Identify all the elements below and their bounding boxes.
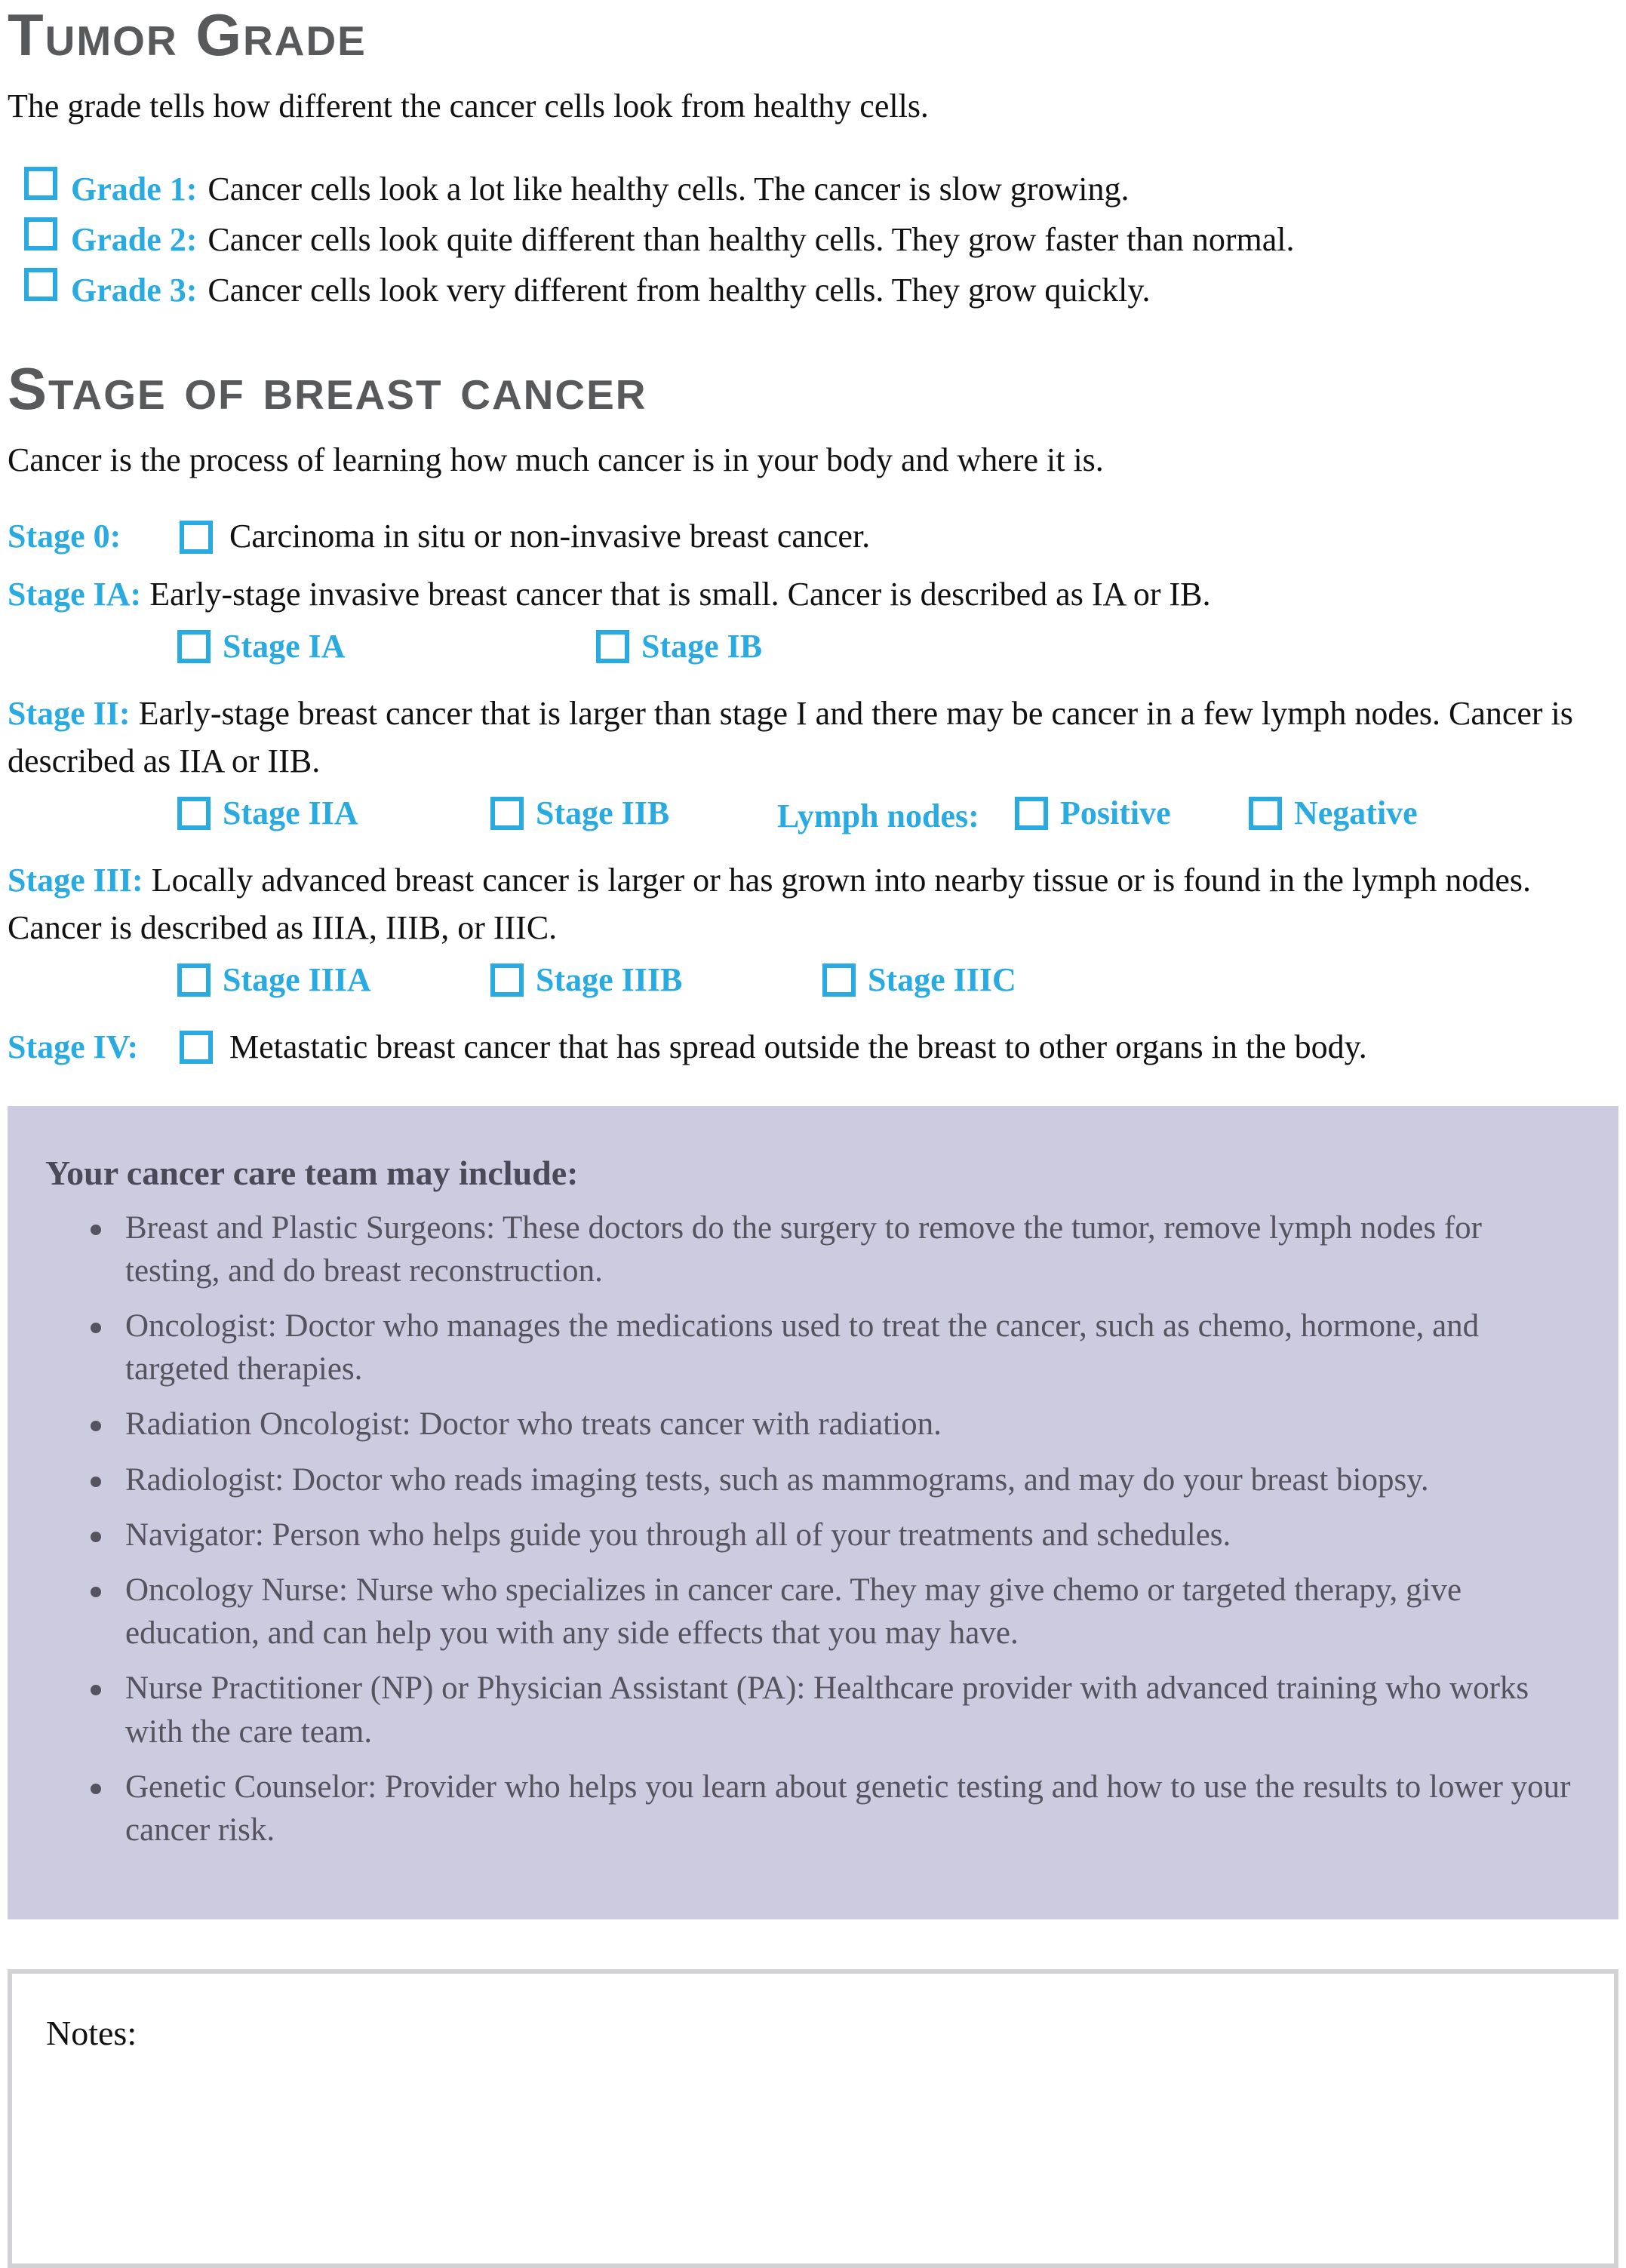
stage-0-row bbox=[8, 513, 1618, 560]
stage-4-text: Metastatic breast cancer that has spread outside the breast to other organs in the body. bbox=[229, 1028, 1367, 1066]
stage-2-row bbox=[8, 690, 1618, 785]
grade-3-checkbox[interactable] bbox=[24, 268, 57, 301]
care-team-item-text: Oncology Nurse: Nurse who specializes in cancer care. They may give chemo or targeted therapy, give education, and can help you with any side effects that you may have. bbox=[125, 1572, 1462, 1652]
grade-3-text: Cancer cells look very different from healthy cells. They grow quickly. bbox=[207, 272, 1151, 309]
stage-block bbox=[8, 513, 1618, 1071]
stage-2-label: Stage II: bbox=[8, 695, 131, 733]
bullet-icon bbox=[91, 1532, 101, 1542]
lymph-negative-checkbox[interactable] bbox=[1249, 797, 1282, 830]
stage-0-text: Carcinoma in situ or non-invasive breast cancer. bbox=[229, 518, 871, 555]
stage-4-label: Stage IV: bbox=[8, 1028, 139, 1066]
grade-1-checkbox[interactable] bbox=[24, 167, 57, 200]
stage-iiia-option bbox=[177, 960, 371, 999]
lymph-positive-checkbox[interactable] bbox=[1015, 797, 1048, 830]
care-team-title: Your cancer care team may include: bbox=[45, 1153, 579, 1192]
lymph-negative-label: Negative bbox=[1294, 794, 1418, 832]
stage-iiic-checkbox[interactable] bbox=[822, 963, 856, 997]
stage-3-options bbox=[8, 960, 1618, 1013]
care-team-item-text: Nurse Practitioner (NP) or Physician Assistant (PA): Healthcare provider with advanced training who works with the care team. bbox=[125, 1670, 1529, 1750]
grade-row-3 bbox=[24, 266, 1618, 315]
grade-2-text: Cancer cells look quite different than healthy cells. They grow faster than normal. bbox=[207, 221, 1295, 259]
grade-2-checkbox[interactable] bbox=[24, 217, 57, 250]
stage-iiia-checkbox[interactable] bbox=[177, 963, 211, 997]
stage-iiib-option bbox=[490, 960, 682, 999]
care-team-item bbox=[91, 1569, 1573, 1655]
stage-ia-label: Stage IA bbox=[223, 628, 346, 665]
stage-intro: Cancer is the process of learning how much cancer is in your body and where it is. bbox=[8, 441, 1104, 478]
care-team-item bbox=[91, 1766, 1573, 1852]
grade-1-label: Grade 1: bbox=[71, 171, 198, 208]
stage-1-text: Early-stage invasive breast cancer that is small. Cancer is described as IA or IB. bbox=[149, 575, 1211, 613]
stage-ib-checkbox[interactable] bbox=[596, 630, 629, 663]
bullet-icon bbox=[91, 1685, 101, 1695]
care-team-item-text: Breast and Plastic Surgeons: These doctors do the surgery to remove the tumor, remove lymph nodes for testing, and do breast reconstruction. bbox=[125, 1209, 1482, 1289]
stage-0-label: Stage 0: bbox=[8, 518, 121, 555]
stage-4-row bbox=[8, 1024, 1618, 1071]
stage-1-label: Stage IA: bbox=[8, 575, 142, 613]
stage-iiia-label: Stage IIIA bbox=[223, 961, 371, 999]
lymph-nodes-label: Lymph nodes: bbox=[777, 797, 979, 835]
tumor-grade-intro: The grade tells how different the cancer cells look from healthy cells. bbox=[8, 87, 929, 124]
stage-iiic-label: Stage IIIC bbox=[868, 961, 1016, 999]
care-team-item-text: Radiologist: Doctor who reads imaging tests, such as mammograms, and may do your breast biopsy. bbox=[125, 1461, 1429, 1498]
bullet-icon bbox=[91, 1421, 101, 1431]
stage-2-options bbox=[8, 794, 1618, 847]
grade-1-text: Cancer cells look a lot like healthy cells. The cancer is slow growing. bbox=[207, 171, 1130, 208]
care-team-item bbox=[91, 1403, 1573, 1446]
stage-1-row bbox=[8, 571, 1618, 618]
lymph-positive-label: Positive bbox=[1060, 794, 1171, 832]
care-team-item bbox=[91, 1667, 1573, 1753]
stage-4-checkbox[interactable] bbox=[180, 1031, 213, 1064]
stage-iiic-option bbox=[822, 960, 1016, 999]
stage-ib-label: Stage IB bbox=[641, 628, 763, 665]
stage-iib-checkbox[interactable] bbox=[490, 797, 524, 830]
grade-list bbox=[8, 165, 1618, 314]
care-team-item-text: Radiation Oncologist: Doctor who treats cancer with radiation. bbox=[125, 1406, 942, 1443]
lymph-positive-option bbox=[1015, 794, 1171, 832]
care-team-item-text: Oncologist: Doctor who manages the medications used to treat the cancer, such as chemo, hormone, and targeted therapies. bbox=[125, 1308, 1480, 1388]
stage-0-checkbox[interactable] bbox=[180, 521, 213, 554]
care-team-item bbox=[91, 1458, 1573, 1501]
tumor-grade-heading: Tumor Grade bbox=[8, 2, 367, 68]
grade-row-1 bbox=[24, 165, 1618, 214]
stage-ib-option bbox=[596, 627, 762, 665]
grade-3-label: Grade 3: bbox=[71, 272, 198, 309]
stage-iiib-label: Stage IIIB bbox=[536, 961, 683, 999]
notes-label: Notes: bbox=[46, 2014, 137, 2053]
stage-iia-checkbox[interactable] bbox=[177, 797, 211, 830]
stage-1-options bbox=[8, 627, 1618, 680]
bullet-icon bbox=[91, 1477, 101, 1487]
stage-3-text: Locally advanced breast cancer is larger or has grown into nearby tissue or is found in the lymph nodes. Cancer is described as IIIA, IIIB, or IIIC. bbox=[8, 862, 1532, 946]
grade-2-label: Grade 2: bbox=[71, 221, 198, 259]
bullet-icon bbox=[91, 1323, 101, 1333]
stage-heading: Stage of breast cancer bbox=[8, 355, 647, 422]
care-team-list bbox=[38, 1206, 1588, 1852]
stage-iib-label: Stage IIB bbox=[536, 794, 670, 832]
bullet-icon bbox=[91, 1587, 101, 1597]
lymph-negative-option bbox=[1249, 794, 1418, 832]
care-team-item bbox=[91, 1206, 1573, 1292]
bullet-icon bbox=[91, 1784, 101, 1794]
bullet-icon bbox=[91, 1225, 101, 1235]
stage-iia-option bbox=[177, 794, 358, 832]
care-team-item bbox=[91, 1305, 1573, 1391]
stage-iib-option bbox=[490, 794, 669, 832]
care-team-box bbox=[8, 1106, 1618, 1919]
stage-ia-checkbox[interactable] bbox=[177, 630, 211, 663]
care-team-item-text: Genetic Counselor: Provider who helps you learn about genetic testing and how to use the results to lower your cancer risk. bbox=[125, 1769, 1571, 1848]
stage-ia-option bbox=[177, 627, 346, 665]
stage-2-text: Early-stage breast cancer that is larger than stage I and there may be cancer in a few lymph nodes. Cancer is described as IIA or IIB. bbox=[8, 695, 1573, 779]
stage-iia-label: Stage IIA bbox=[223, 794, 358, 832]
stage-iiib-checkbox[interactable] bbox=[490, 963, 524, 997]
stage-3-label: Stage III: bbox=[8, 862, 143, 899]
stage-3-row bbox=[8, 857, 1618, 951]
notes-area[interactable] bbox=[8, 1969, 1618, 2268]
care-team-item bbox=[91, 1514, 1573, 1557]
grade-row-2 bbox=[24, 216, 1618, 264]
care-team-item-text: Navigator: Person who helps guide you through all of your treatments and schedules. bbox=[125, 1517, 1231, 1553]
